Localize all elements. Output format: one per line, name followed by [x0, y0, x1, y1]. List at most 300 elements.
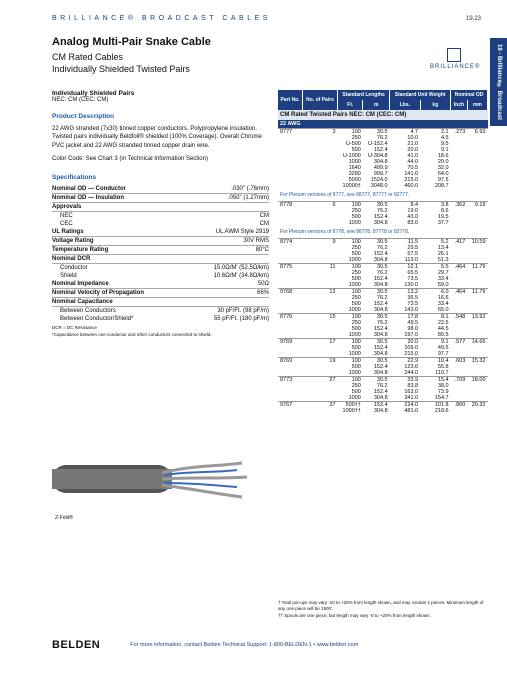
table-cell: 11 [303, 264, 338, 271]
table-cell: U-500 [345, 141, 361, 147]
table-cell: 250 [351, 270, 361, 276]
table-cell: 30.5 [363, 129, 390, 136]
product-desc: 22 AWG stranded (7x30) tinned copper conductors. Polypropylene insulation. Twisted pairs individually Beldfoil® shielded (100% Coverage). Overall Chrome PVC jacket and 22 AWG stranded tinned copper drain wire. [52, 126, 262, 149]
table-cell: 8776 [278, 314, 303, 321]
table-cell: 500 [351, 345, 361, 351]
table-cell: 9.19 [467, 202, 487, 209]
spec-value: 30 pF/Ft. (98 pF/m) [217, 307, 269, 314]
table-cell: 33.4 [437, 276, 449, 282]
table-cell: 20.0 [437, 159, 449, 165]
spec-row [52, 289, 269, 298]
table-cell: .273 [451, 129, 468, 136]
spec-row [52, 228, 269, 237]
table-cell: 19.0 [407, 208, 419, 214]
table-cell: 16.6 [437, 295, 449, 301]
table-cell: 11.5 [390, 239, 420, 246]
table-cell: 30.5 [363, 314, 390, 321]
table-cell: 130.0 [404, 282, 419, 288]
table-cell: 8.6 [440, 208, 449, 214]
table-cell: 304.8 [373, 395, 388, 401]
table-cell: 6.0 [420, 289, 450, 296]
table-cell: 304.8 [373, 370, 388, 376]
table-cell: 113.0 [404, 257, 419, 263]
table-cell: 13.4 [437, 245, 449, 251]
table-cell: 97.7 [437, 351, 449, 357]
table-cell: 1000 [348, 220, 361, 226]
spec-row [52, 272, 269, 280]
footnote-1: † Total put-ups may vary -10 to +20% from length shown, and may contain 2 pieces. Minimum length of any one piece will be 1500'. [278, 600, 484, 612]
table-footnotes [278, 600, 488, 619]
spec-key: Nominal Impedance [52, 280, 109, 287]
table-cell: 250 [351, 208, 361, 214]
table-cell: 51.3 [437, 257, 449, 263]
table-cell: 500 [351, 389, 361, 395]
nec-rating: NEC: CM (CEC: CM) [52, 97, 109, 103]
table-cell: 21.0 [407, 141, 419, 147]
table-cell: 55.8 [437, 364, 449, 370]
table-cell: U-152.4 [368, 141, 388, 147]
table-cell: 152.4 [373, 276, 388, 282]
spec-value: 50Ω [257, 280, 269, 287]
table-cell: 500 [351, 301, 361, 307]
brand-line: BRILLIANCE® BROADCAST CABLES [52, 15, 271, 22]
table-cell: 8778 [278, 202, 303, 209]
table-cell: 304.8 [373, 351, 388, 357]
table-cell: 500†† [338, 402, 363, 409]
subtitle-cm: CM Rated Cables [52, 52, 124, 62]
spec-key: Temperature Rating [52, 246, 109, 253]
table-cell: 17.8 [390, 314, 420, 321]
table-cell: 152.4 [373, 326, 388, 332]
table-cell: 143.0 [404, 307, 419, 313]
spec-row [52, 185, 269, 194]
table-cell: 30.5 [363, 377, 390, 384]
table-cell: 73.5 [407, 276, 419, 282]
table-cell: 250 [351, 320, 361, 326]
spec-key: CEC [60, 220, 73, 227]
product-table [278, 90, 488, 414]
table-cell: 500 [351, 276, 361, 282]
logo-text: BRILLIANCE® [430, 64, 481, 70]
table-cell: 8.1 [420, 314, 450, 321]
table-cell: 8774 [278, 239, 303, 246]
spec-label: Specifications [52, 173, 97, 181]
table-cell: 100 [338, 358, 363, 365]
col-weight: Standard Unit Weight [390, 90, 451, 100]
table-cell: 30.5 [363, 339, 390, 346]
table-section: CM Rated Twisted Pairs NEC: CM (CEC: CM) [278, 110, 488, 120]
table-cell: 152.4 [373, 389, 388, 395]
col-mm: mm [467, 100, 487, 110]
table-cell: 76.2 [376, 320, 388, 326]
spec-row [52, 246, 269, 255]
table-cell: 9.5 [440, 141, 449, 147]
table-cell: 304.8 [373, 282, 388, 288]
col-inch: Inch [451, 100, 468, 110]
page-footer [52, 639, 488, 651]
table-cell: 10000† [342, 183, 361, 189]
spec-value: 10.6Ω/M' (34.8Ω/km) [213, 272, 269, 279]
table-cell: 76.2 [376, 208, 388, 214]
table-cell: 19.5 [437, 214, 449, 220]
spec-row [52, 280, 269, 289]
table-cell: 10.4 [420, 358, 450, 365]
table-cell: 10.0 [407, 135, 419, 141]
table-cell: 304.8 [373, 408, 388, 414]
spec-row [52, 212, 269, 220]
table-cell: 30.5 [363, 358, 390, 365]
spec-row [52, 194, 269, 203]
table-cell: 197.0 [404, 332, 419, 338]
table-cell: 73.5 [407, 301, 419, 307]
table-cell: 1000 [348, 395, 361, 401]
table-cell: 8.4 [390, 202, 420, 209]
table-cell: 83.8 [407, 383, 419, 389]
col-lengths: Standard Lengths [338, 90, 390, 100]
table-cell: 9 [303, 239, 338, 246]
table-cell: 100 [338, 289, 363, 296]
color-code: Color Code: See Chart 3 (in Technical Information Section) [52, 156, 208, 163]
spec-value: CM [259, 220, 269, 227]
table-cell: 59.0 [437, 282, 449, 288]
table-cell: 9.1 [440, 147, 449, 153]
footer-text: For more information, contact Belden Technical Support: 1-800-BELDEN-1 • www.belden.com [130, 642, 359, 648]
table-cell: 15 [303, 314, 338, 321]
subtitle-shielded: Individually Shielded Twisted Pairs [52, 64, 190, 74]
spec-row [52, 264, 269, 272]
spec-key: Conductor [60, 264, 88, 271]
spec-row [52, 220, 269, 228]
table-cell: 64.0 [437, 171, 449, 177]
table-cell: 11.79 [467, 264, 487, 271]
table-cell: 38.0 [437, 383, 449, 389]
table-cell: 76.2 [376, 270, 388, 276]
page-title: Analog Multi-Pair Snake Cable [52, 36, 211, 48]
table-cell: U-1000 [342, 153, 361, 159]
plenum-note: For Plenum versions of 8777, see 88777, 87777 or 82777. [280, 192, 410, 198]
table-cell: 499.9 [373, 165, 388, 171]
col-kg: kg [420, 100, 450, 110]
table-cell: 3048.0 [370, 183, 388, 189]
table-cell: 13.92 [467, 314, 487, 321]
spec-key: Between Conductors [60, 307, 116, 314]
table-cell: 5000 [348, 177, 361, 183]
spec-row [52, 315, 269, 323]
section-title: Individually Shielded Pairs [52, 90, 135, 97]
table-cell: 3280 [348, 171, 361, 177]
table-cell: 8769 [278, 358, 303, 365]
left-column [52, 90, 269, 337]
col-pairs: No. of Pairs [303, 90, 338, 110]
table-cell: 100 [338, 264, 363, 271]
spec-key: NEC [60, 212, 73, 219]
table-cell: 341.0 [404, 395, 419, 401]
table-cell: 500 [351, 251, 361, 257]
table-cell: 4.5 [440, 135, 449, 141]
table-cell: 100 [338, 129, 363, 136]
table-cell: 5.5 [420, 264, 450, 271]
table-cell: 26.1 [437, 251, 449, 257]
table-cell: 304.8 [373, 159, 388, 165]
table-cell: 500 [351, 147, 361, 153]
table-cell: 250 [351, 135, 361, 141]
table-cell: 152.4 [373, 345, 388, 351]
table-cell: 304.8 [373, 220, 388, 226]
spec-row [52, 307, 269, 315]
table-cell: 304.8 [373, 307, 388, 313]
spec-key: Voltage Rating [52, 237, 94, 244]
table-cell: 43.0 [407, 214, 419, 220]
table-cell: 49.5 [407, 320, 419, 326]
spec-key: Nominal Capacitance [52, 298, 113, 305]
table-cell: 19 [303, 358, 338, 365]
table-cell: 100 [338, 314, 363, 321]
table-cell: 83.0 [407, 220, 419, 226]
spec-value: UL AWM Style 2919 [215, 228, 269, 235]
table-cell: 20.32 [467, 402, 487, 409]
spec-key: Shield [60, 272, 77, 279]
col-od: Nominal OD [451, 90, 488, 100]
spec-key: Nominal Velocity of Propagation [52, 289, 145, 296]
spec-value: 30V RMS [243, 237, 269, 244]
spec-row [52, 298, 269, 307]
table-cell: 152.4 [373, 251, 388, 257]
table-cell: U-304.8 [368, 153, 388, 159]
table-cell: 97.5 [437, 177, 449, 183]
table-cell: 163.0 [404, 389, 419, 395]
table-cell: 76.2 [376, 383, 388, 389]
table-cell: 100 [338, 202, 363, 209]
table-cell: 11.79 [467, 289, 487, 296]
table-cell: .464 [451, 289, 468, 296]
table-cell: 36.5 [407, 295, 419, 301]
spec-list [52, 185, 269, 323]
table-cell: 89.5 [437, 332, 449, 338]
awg-row: 22 AWG [278, 120, 488, 129]
table-cell [303, 408, 338, 414]
table-cell: 304.8 [373, 332, 388, 338]
table-cell: 30.5 [363, 239, 390, 246]
table-cell: .800 [451, 402, 468, 409]
table-cell: 76.2 [376, 295, 388, 301]
spec-value: 15.0Ω/M' (52.5Ω/km) [213, 264, 269, 271]
table-cell: 9769 [278, 339, 303, 346]
table-cell: 123.0 [404, 364, 419, 370]
table-cell: 22.5 [437, 320, 449, 326]
table-cell: 1000 [348, 159, 361, 165]
belden-logo: BELDEN [52, 639, 101, 651]
table-cell: 500 [351, 214, 361, 220]
table-cell: 154.7 [434, 395, 449, 401]
table-cell: 152.4 [373, 147, 388, 153]
table-cell: 49.5 [437, 345, 449, 351]
dcr-note: DCR = DC Resistance [52, 324, 97, 330]
table-cell: 30.5 [363, 264, 390, 271]
spec-value: CM [259, 212, 269, 219]
table-cell: 109.0 [404, 345, 419, 351]
table-cell: 29.7 [437, 270, 449, 276]
spec-key: Nominal OD — Conductor [52, 185, 126, 192]
table-cell: 6.93 [467, 129, 487, 136]
table-cell: 9768 [278, 289, 303, 296]
spec-row [52, 237, 269, 246]
table-cell: 8775 [278, 264, 303, 271]
spec-value: 80°C [255, 246, 269, 253]
logo-mark-icon [447, 48, 461, 62]
table-cell: 76.2 [376, 245, 388, 251]
spec-key: Nominal DCR [52, 255, 91, 262]
plenum-note: For Plenum versions of 8778, see 88778, 87778 or 82778. [280, 229, 410, 235]
table-cell: 304.8 [373, 257, 388, 263]
table-cell: 32.0 [437, 165, 449, 171]
table-cell: 224.0 [390, 402, 420, 409]
table-cell: 100 [338, 339, 363, 346]
table-cell: 76.2 [376, 135, 388, 141]
table-cell: 9767 [278, 402, 303, 409]
zfold-label: Z-Fold® [55, 515, 74, 521]
table-cell: 4.7 [390, 129, 420, 136]
table-cell [467, 408, 487, 414]
table-cell: 12.1 [390, 264, 420, 271]
spec-key: Nominal OD — Insulation [52, 194, 125, 201]
table-cell: 152.4 [363, 402, 390, 409]
col-m: m [363, 100, 390, 110]
table-cell: 141.0 [404, 171, 419, 177]
table-cell: 1000 [348, 370, 361, 376]
table-cell: 18.6 [437, 153, 449, 159]
table-cell: 73.9 [437, 389, 449, 395]
table-cell: 500 [351, 326, 361, 332]
table-cell: .362 [451, 202, 468, 209]
side-tab: 19 - Brilliance® Broadcast [490, 38, 507, 126]
table-cell: 1000 [348, 351, 361, 357]
table-cell: .577 [451, 339, 468, 346]
table-cell: 98.0 [407, 326, 419, 332]
table-cell: 15.32 [467, 358, 487, 365]
table-cell: 12 [303, 289, 338, 296]
table-cell: 65.5 [407, 270, 419, 276]
table-cell: 1640 [348, 165, 361, 171]
table-cell: 215.0 [404, 351, 419, 357]
table-cell: 33.9 [390, 377, 420, 384]
page-number: 19.23 [466, 16, 482, 22]
table-cell: 3 [303, 129, 338, 136]
table-cell: 57.5 [407, 251, 419, 257]
table-cell: 29.5 [407, 245, 419, 251]
table-cell: 8777 [278, 129, 303, 136]
spec-key: Approvals [52, 203, 82, 210]
table-cell: 17 [303, 339, 338, 346]
spec-key: UL Ratings [52, 228, 84, 235]
spec-value: .030" (.76mm) [231, 185, 269, 192]
product-desc-label: Product Description [52, 113, 115, 120]
table-cell: 250 [351, 245, 361, 251]
col-lbs: Lbs. [390, 100, 420, 110]
cable-illustration [52, 455, 252, 505]
table-cell: 999.7 [373, 171, 388, 177]
spec-row [52, 255, 269, 264]
table-cell: 100 [338, 377, 363, 384]
table-cell: 250 [351, 295, 361, 301]
table-cell: 70.5 [407, 165, 419, 171]
table-cell: 250 [351, 383, 361, 389]
table-cell: 460.0 [404, 183, 419, 189]
col-ft: Ft. [338, 100, 363, 110]
table-cell: 27 [303, 377, 338, 384]
table-row [278, 408, 488, 414]
table-cell: .709 [451, 377, 468, 384]
footnote-2: †† Spools are one piece, but length may vary -0 to +20% from length shown. [278, 612, 431, 618]
table-cell [451, 408, 468, 414]
table-cell: 481.0 [404, 408, 419, 414]
table-cell: 18.00 [467, 377, 487, 384]
table-cell: .548 [451, 314, 468, 321]
table-cell: 110.7 [435, 370, 449, 376]
table-cell: 215.0 [404, 177, 419, 183]
spec-value: 55 pF/Ft. (180 pF/m) [213, 315, 269, 322]
table-cell: 30.5 [363, 289, 390, 296]
spec-key: Between Conductor/Shield* [60, 315, 134, 322]
table-cell: 65.0 [437, 307, 449, 313]
table-cell: 41.0 [407, 153, 419, 159]
table-cell: 37 [303, 402, 338, 409]
table-cell: 37.7 [437, 220, 449, 226]
table-cell [278, 408, 303, 414]
table-cell: 44.5 [437, 326, 449, 332]
table-cell: 101.8 [420, 402, 450, 409]
table-cell: 152.4 [373, 214, 388, 220]
table-cell: 2.1 [420, 129, 450, 136]
table-cell: 1000 [348, 307, 361, 313]
table-cell: 44.0 [407, 159, 419, 165]
table-cell: .603 [451, 358, 468, 365]
capacitance-note: *Capacitance between one conductor and other conductors connected to shield. [52, 331, 212, 337]
table-cell: 1000 [348, 282, 361, 288]
table-cell: 152.4 [373, 301, 388, 307]
table-cell: 1000†† [342, 408, 361, 414]
table-cell: 1524.0 [370, 177, 388, 183]
table-cell: 1000 [348, 257, 361, 263]
spec-value: .050" (1.27mm) [227, 194, 269, 201]
table-cell: 152.4 [373, 364, 388, 370]
brilliance-logo [430, 48, 481, 78]
col-part: Part No. [278, 90, 303, 110]
table-cell: 20.0 [407, 147, 419, 153]
table-cell: 1000 [348, 332, 361, 338]
spec-value: 66% [256, 289, 269, 296]
table-cell: 8773 [278, 377, 303, 384]
table-cell: 30.5 [363, 202, 390, 209]
table-cell: 244.0 [404, 370, 419, 376]
spec-row [52, 203, 269, 212]
table-cell: 100 [338, 239, 363, 246]
table-cell: 208.7 [434, 183, 449, 189]
table-cell: 3.8 [420, 202, 450, 209]
table-cell: 10.59 [467, 239, 487, 246]
table-cell: 15.4 [420, 377, 450, 384]
table-cell: 6 [303, 202, 338, 209]
table-cell: 5.2 [420, 239, 450, 246]
table-cell: 218.6 [434, 408, 449, 414]
table-cell: 500 [351, 364, 361, 370]
table-cell: 13.2 [390, 289, 420, 296]
table-cell: 33.4 [437, 301, 449, 307]
table-cell: 22.9 [390, 358, 420, 365]
table-cell: .417 [451, 239, 468, 246]
table-cell: 20.0 [390, 339, 420, 346]
table-cell: .464 [451, 264, 468, 271]
table-cell: 9.1 [420, 339, 450, 346]
